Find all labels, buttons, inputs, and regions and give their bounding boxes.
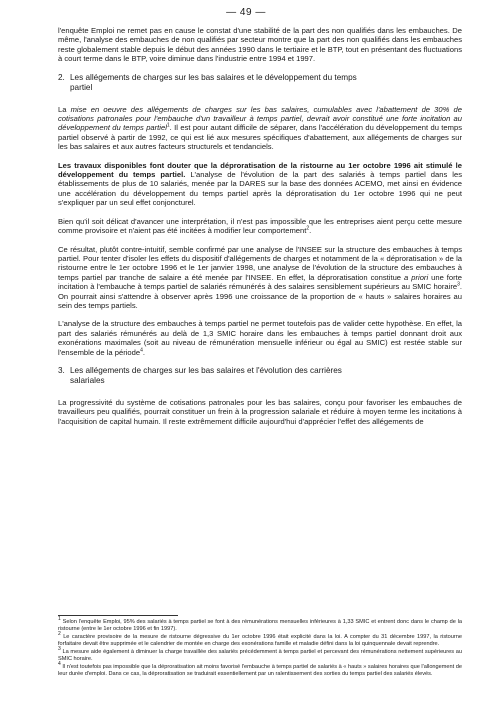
footnote-text: Le caractère provisoire de la mesure de ristourne dégressive du 1er octobre 1996 était explicité dans la loi. A compter du 31 décembre 1997, la ristourne forfaitaire devait être supprimée et le calendrier de montée en charge des exonérations famille et maladie défini dans la loi quinquennale devait reprendre. bbox=[58, 633, 462, 648]
footnote-ref-3[interactable]: 3 bbox=[457, 281, 460, 288]
text-run: Bien qu'il soit délicat d'avancer une interprétation, il n'est pas impossible que les entreprises aient perçu cette mesure comme provisoire et n'aient pas été incitées à modifier leur comportement bbox=[58, 216, 462, 236]
footnote-marker: 3 bbox=[58, 645, 61, 652]
footnote-text: La mesure aide également à diminuer la charge travaillée des salariés précédemment à temps partiel et percevant des rémunérations nettement supérieures au SMIC horaire. bbox=[58, 648, 462, 663]
paragraph-interpretation bbox=[58, 217, 462, 236]
footnote-text: Selon l'enquête Emploi, 95% des salariés à temps partiel se font à des rémunérations mensuelles inférieures à 1,33 SMIC et entrent donc dans le champ de la ristourne (entre le 1er octobre 1996 et fin 1997). bbox=[58, 619, 462, 633]
text-run: . bbox=[142, 347, 145, 357]
section-title-line2: salariales bbox=[70, 375, 105, 385]
body-text bbox=[58, 26, 462, 434]
paragraph-mise-en-oeuvre bbox=[58, 105, 462, 152]
footnotes bbox=[58, 616, 462, 679]
text-run: . bbox=[309, 226, 312, 236]
text-run: Ce résultat, plutôt contre-intuitif, semble confirmé par une analyse de l'INSEE sur la structure des embauches à temps partiel. Pour tenter d'isoler les effets du dispositif d'allégements de charges et notamment de la « déproratisation » de la ristourne entre le 1er octobre 1996 et le 1er janvier 1998, une analyse de l'évolution de la structure des embauches à temps partiel par tranche de salaire a été menée par l'INSEE. En effet, la déproratisation constitue bbox=[58, 244, 462, 282]
page-number: — 49 — bbox=[226, 7, 266, 18]
section-number: 3. bbox=[58, 365, 65, 375]
text-run: L'analyse de l'évolution de la part des salariés à temps partiel dans les établissements de plus de 10 salariés, menée par la DARES sur la base des données ACEMO, met ainsi en évidence une accélération du développement du temps partiel après la déproratisation du 1er octobre 1996 qui ne peut s'expliquer par un seul effet conjoncturel. bbox=[58, 170, 462, 208]
footnote-1 bbox=[58, 616, 462, 633]
footnote-marker: 4 bbox=[58, 660, 61, 667]
footnote-4 bbox=[58, 660, 462, 678]
footnote-marker: 2 bbox=[58, 631, 61, 638]
text-run: . On pourrait ainsi s'attendre à observer après 1996 une croissance de la proportion de « hauts » salaires horaires au sein des temps partiels. bbox=[58, 282, 462, 310]
text-run: une forte incitation à l'embauche à temps partiel de salariés rémunérés à des salaires sensiblement supérieurs au SMIC horaire bbox=[58, 272, 462, 292]
footnote-2 bbox=[58, 631, 462, 648]
section-number: 2. bbox=[58, 72, 65, 82]
paragraph-intro: l'enquête Emploi ne remet pas en cause le constat d'une stabilité de la part des non qualifiés dans les embauches. De même, l'analyse des embauches de non qualifiés par secteur montre que la part des non qualifiés dans les embauches reste globalement stable depuis le début des années 1990 dans le tertiaire et le BTP, tout en présentant des fluctuations à court terme dans le BTP, voire diminue dans l'industrie entre 1994 et 1997. bbox=[58, 26, 462, 64]
paragraph-travaux bbox=[58, 161, 462, 208]
footnote-text: Il n'est toutefois pas impossible que la déproratisation ait moins favorisé l'embauche à temps partiel de salariés à « hauts » salaires horaires que l'allongement de leur durée d'emploi. Dans ce cas, la déproratisation se traduirait essentiellement par un ralentissement des sorties du temps partiel des salariés élevés. bbox=[58, 663, 462, 677]
footnote-ref-2[interactable]: 2 bbox=[306, 225, 310, 232]
footnote-3 bbox=[58, 645, 462, 663]
footnote-ref-1[interactable]: 1 bbox=[166, 122, 170, 129]
paragraph-progressivite: La progressivité du système de cotisations patronales pour les bas salaires, conçu pour favoriser les embauches de travailleurs peu qualifiés, pourrait constituer un frein à la progression salariale et réduire à moyen terme les incitations à l'acquisition de capital humain. Il reste extrêmement difficile aujourd'hui d'apprécier l'effet des allégements de bbox=[58, 397, 462, 426]
italic-text-run: a priori bbox=[404, 272, 429, 282]
bold-text-run: Les travaux disponibles font douter que la déproratisation de la ristourne au 1er octobre 1996 ait stimulé le développement du temps partiel. bbox=[58, 160, 462, 180]
paragraph-analyse-structure bbox=[58, 319, 462, 357]
text-run: mise en oeuvre des allégements de charges sur les bas salaires, cumulables avec l'abattement de 30% de cotisations patronales pour l'embauche d'un travailleur à temps partiel, devrait avoir constitué une forte incitation au développement du temps partiel bbox=[58, 104, 462, 133]
section-heading-3 bbox=[58, 366, 462, 386]
section-title-line2: partiel bbox=[70, 82, 93, 92]
section-title-line1: Les allégements de charges sur les bas salaires et l'évolution des carrières bbox=[70, 365, 342, 375]
text-run: . Il est pour autant difficile de séparer, dans l'accélération du développement du temps partiel observé à partir de 1992, ce qui est lié aux mesures spécifiques d'abattement, aux allégements de charges sur les bas salaires et aux autres facteurs structurels et tendanciels. bbox=[58, 123, 462, 152]
text-run: L'analyse de la structure des embauches à temps partiel ne permet toutefois pas de valider cette hypothèse. En effet, la part des salariés rémunérés au delà de 1,3 SMIC horaire dans les embauches à temps partiel donnant droit aux exonérations maximales (soit au niveau de rémunération mensuelle inférieur ou égal au SMIC) est restée stable sur l'ensemble de la période bbox=[58, 319, 462, 357]
footnote-ref-4[interactable]: 4 bbox=[140, 347, 143, 354]
footnote-marker: 1 bbox=[58, 616, 61, 623]
text-run: La bbox=[58, 104, 71, 114]
footnote-separator bbox=[58, 615, 178, 616]
paragraph-insee bbox=[58, 245, 462, 311]
section-title-line1: Les allégements de charges sur les bas salaires et le développement du temps bbox=[70, 72, 357, 82]
section-heading-2 bbox=[58, 73, 462, 93]
